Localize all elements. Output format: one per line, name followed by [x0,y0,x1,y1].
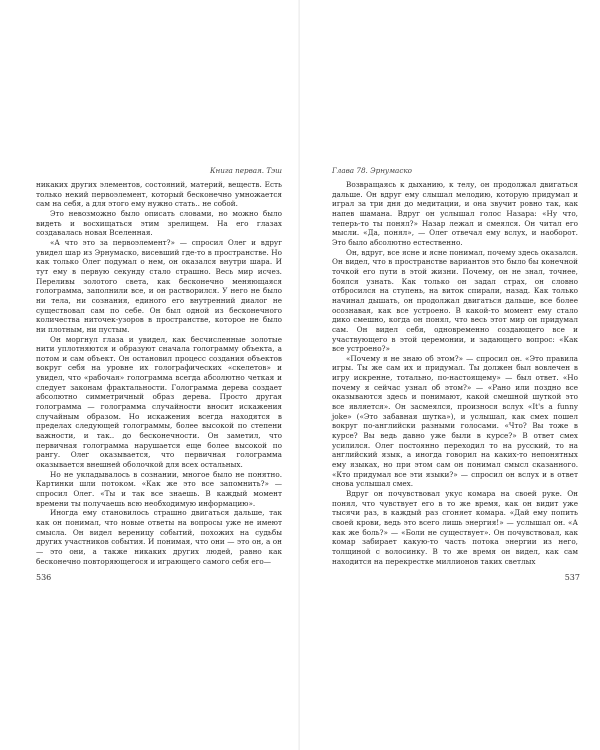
page-text [332,180,578,566]
paragraph: Вдруг он почувствовал укус комара на своей руке. Он понял, что чувствует его в то же время, как он видит уже тысячи раз, в каждый раз сгоняет комара. «Дай ему попить своей крови, ведь это всего лишь энергия!» — услышал он. «А как же боль?» — «Боли не существует». Он почувствовал, как комар забирает какую-то часть потока энергии из него, толщиной с волосинку. В то же время он видел, как сам находится на перекрестке миллионов таких светлых [332,489,578,566]
paragraph: Но не укладывалось в сознании, многое было не понятно. Картинки шли потоком. «Как же это все запомнить?» — спросил Олег. «Ты и так все знаешь. В каждый момент времени ты получаешь всю необходимую информацию». [36,469,282,508]
paragraph: Он, вдруг, все ясне и ясне понимал, почему здесь оказался. Он видел, что в пространстве вариантов это было бы конечной точкой его пути в этой жизни. Почему, он не знал, точнее, боялся узнать. Как только он задал страх, он словно отбросился на ступень, на виток спирали, назад. Как только начинал дышать, он продолжал двигаться дальше, все более осознавая, как все устроено. В какой-то момент ему стало дико смешно, когда он понял, что весь этот мир он придумал сам. Он видел себя, одновременно создающего все и участвующего в этой церемонии, и задающего вопрос: «Как все устроено?» [332,247,578,354]
running-header: Книга первая. Тэш [209,166,282,175]
page-number: 537 [564,573,580,582]
paragraph: Возвращаясь к дыханию, к телу, он продолжал двигаться дальше. Он вдруг ему слышал мелодию, которую придумал и играл за три дня до медитации, и она звучит ровно так, как напев шамана. Вдруг он услышал голос Назара: «Ну что, теперь-то ты понял?» Назар лежал и смеялся. Он читал его мысли. «Да, понял», — Олег отвечал ему вслух, и наоборот. Это было абсолютно естественно. [332,180,578,247]
paragraph: «Почему я не знаю об этом?» — спросил он. «Это правила игры. Ты же сам их и придумал. Ты должен был вовлечен в игру искренне, тотально, по-настоящему» — был ответ. «Но почему я сейчас узнал об этом?» — «Рано или поздно все оказываются здесь и понимают, какой смешной шуткой это все является». Он засмеялся, произнося вслух «It's a funny joke» («Это забавная шутка»), и услышал, как смех пошел вокруг по-английски разными голосами. «Что? Вы тоже в курсе? Вы ведь давно уже были в курсе?» В ответ смех усилился. Олег постоянно переходил то на русский, то на английский язык, а иногда говорил на каких-то непонятных ему языках, но при этом сам он понимал смысл сказанного. «Кто придумал все эти языки?» — спросил он вслух и в ответ снова услышал смех. [332,353,578,489]
paragraph: никаких других элементов, состояний, материй, веществ. Есть только некий первоэлемент, который бесконечно умножается сам на себя, а для этого ему нужно стать.. не собой. [36,180,282,209]
paragraph: «А что это за первоэлемент?» — спросил Олег и вдруг увидел шар из Эрнумаско, висевший где-то в пространстве. Но как только Олег подумал о нем, он оказался внутри шара. И тут ему в первую секунду стало страшно. Весь мир исчез. Переливы золотого света, как бесконечно меняющаяся голограмма, заполнили все, и он растворился. У него не было ни тела, ни сознания, единого его внутренний диалог не существовал сам по себе. Он был одной из бесконечного количества ниточек-узоров в пространстве, которое не было ни плотным, ни пустым. [36,237,282,334]
paragraph: Иногда ему становилось страшно двигаться дальше, так как он понимал, что новые ответы на вопросы уже не имеют смысла. Он видел вереницу событий, похожих на судьбы других участников события. И понимая, что они — это он, а он — это они, а также никаких других людей, равно как бесконечно повторяющегося и играющего самого себя его— [36,508,282,566]
page-number: 536 [36,573,52,582]
running-header: Глава 78. Эрнумаско [332,166,412,175]
page-text [36,180,282,566]
right-page [300,0,600,750]
paragraph: Он моргнул глаза и увидел, как бесчисленные золотые нити уплотняются и образуют сначала голограмму объекта, а потом и сам объект. Он остановил процесс создания объектов вокруг себя на уровне их голографических «скелетов» и увидел, что «рабочая» голограмма всегда абсолютно четкая и следует законам фрактальности. Голограмма дерева создает абсолютно симметричный образ дерева. Просто другая голограмма — голограмма случайности вносит искажения случайным образом. Но искажения всегда находятся в пределах следующей голограммы, более высокой по степени важности, и так.. до бесконечности. Он заметил, что первичная голограмма нарушается еще более высокой по рангу. Олег оказывается, что первичная голограмма оказывается внешней оболочкой для всех остальных. [36,334,282,470]
paragraph: Это невозможно было описать словами, но можно было видеть и восхищаться этим зрелищем. На его глазах создавалась новая Вселенная. [36,208,282,238]
